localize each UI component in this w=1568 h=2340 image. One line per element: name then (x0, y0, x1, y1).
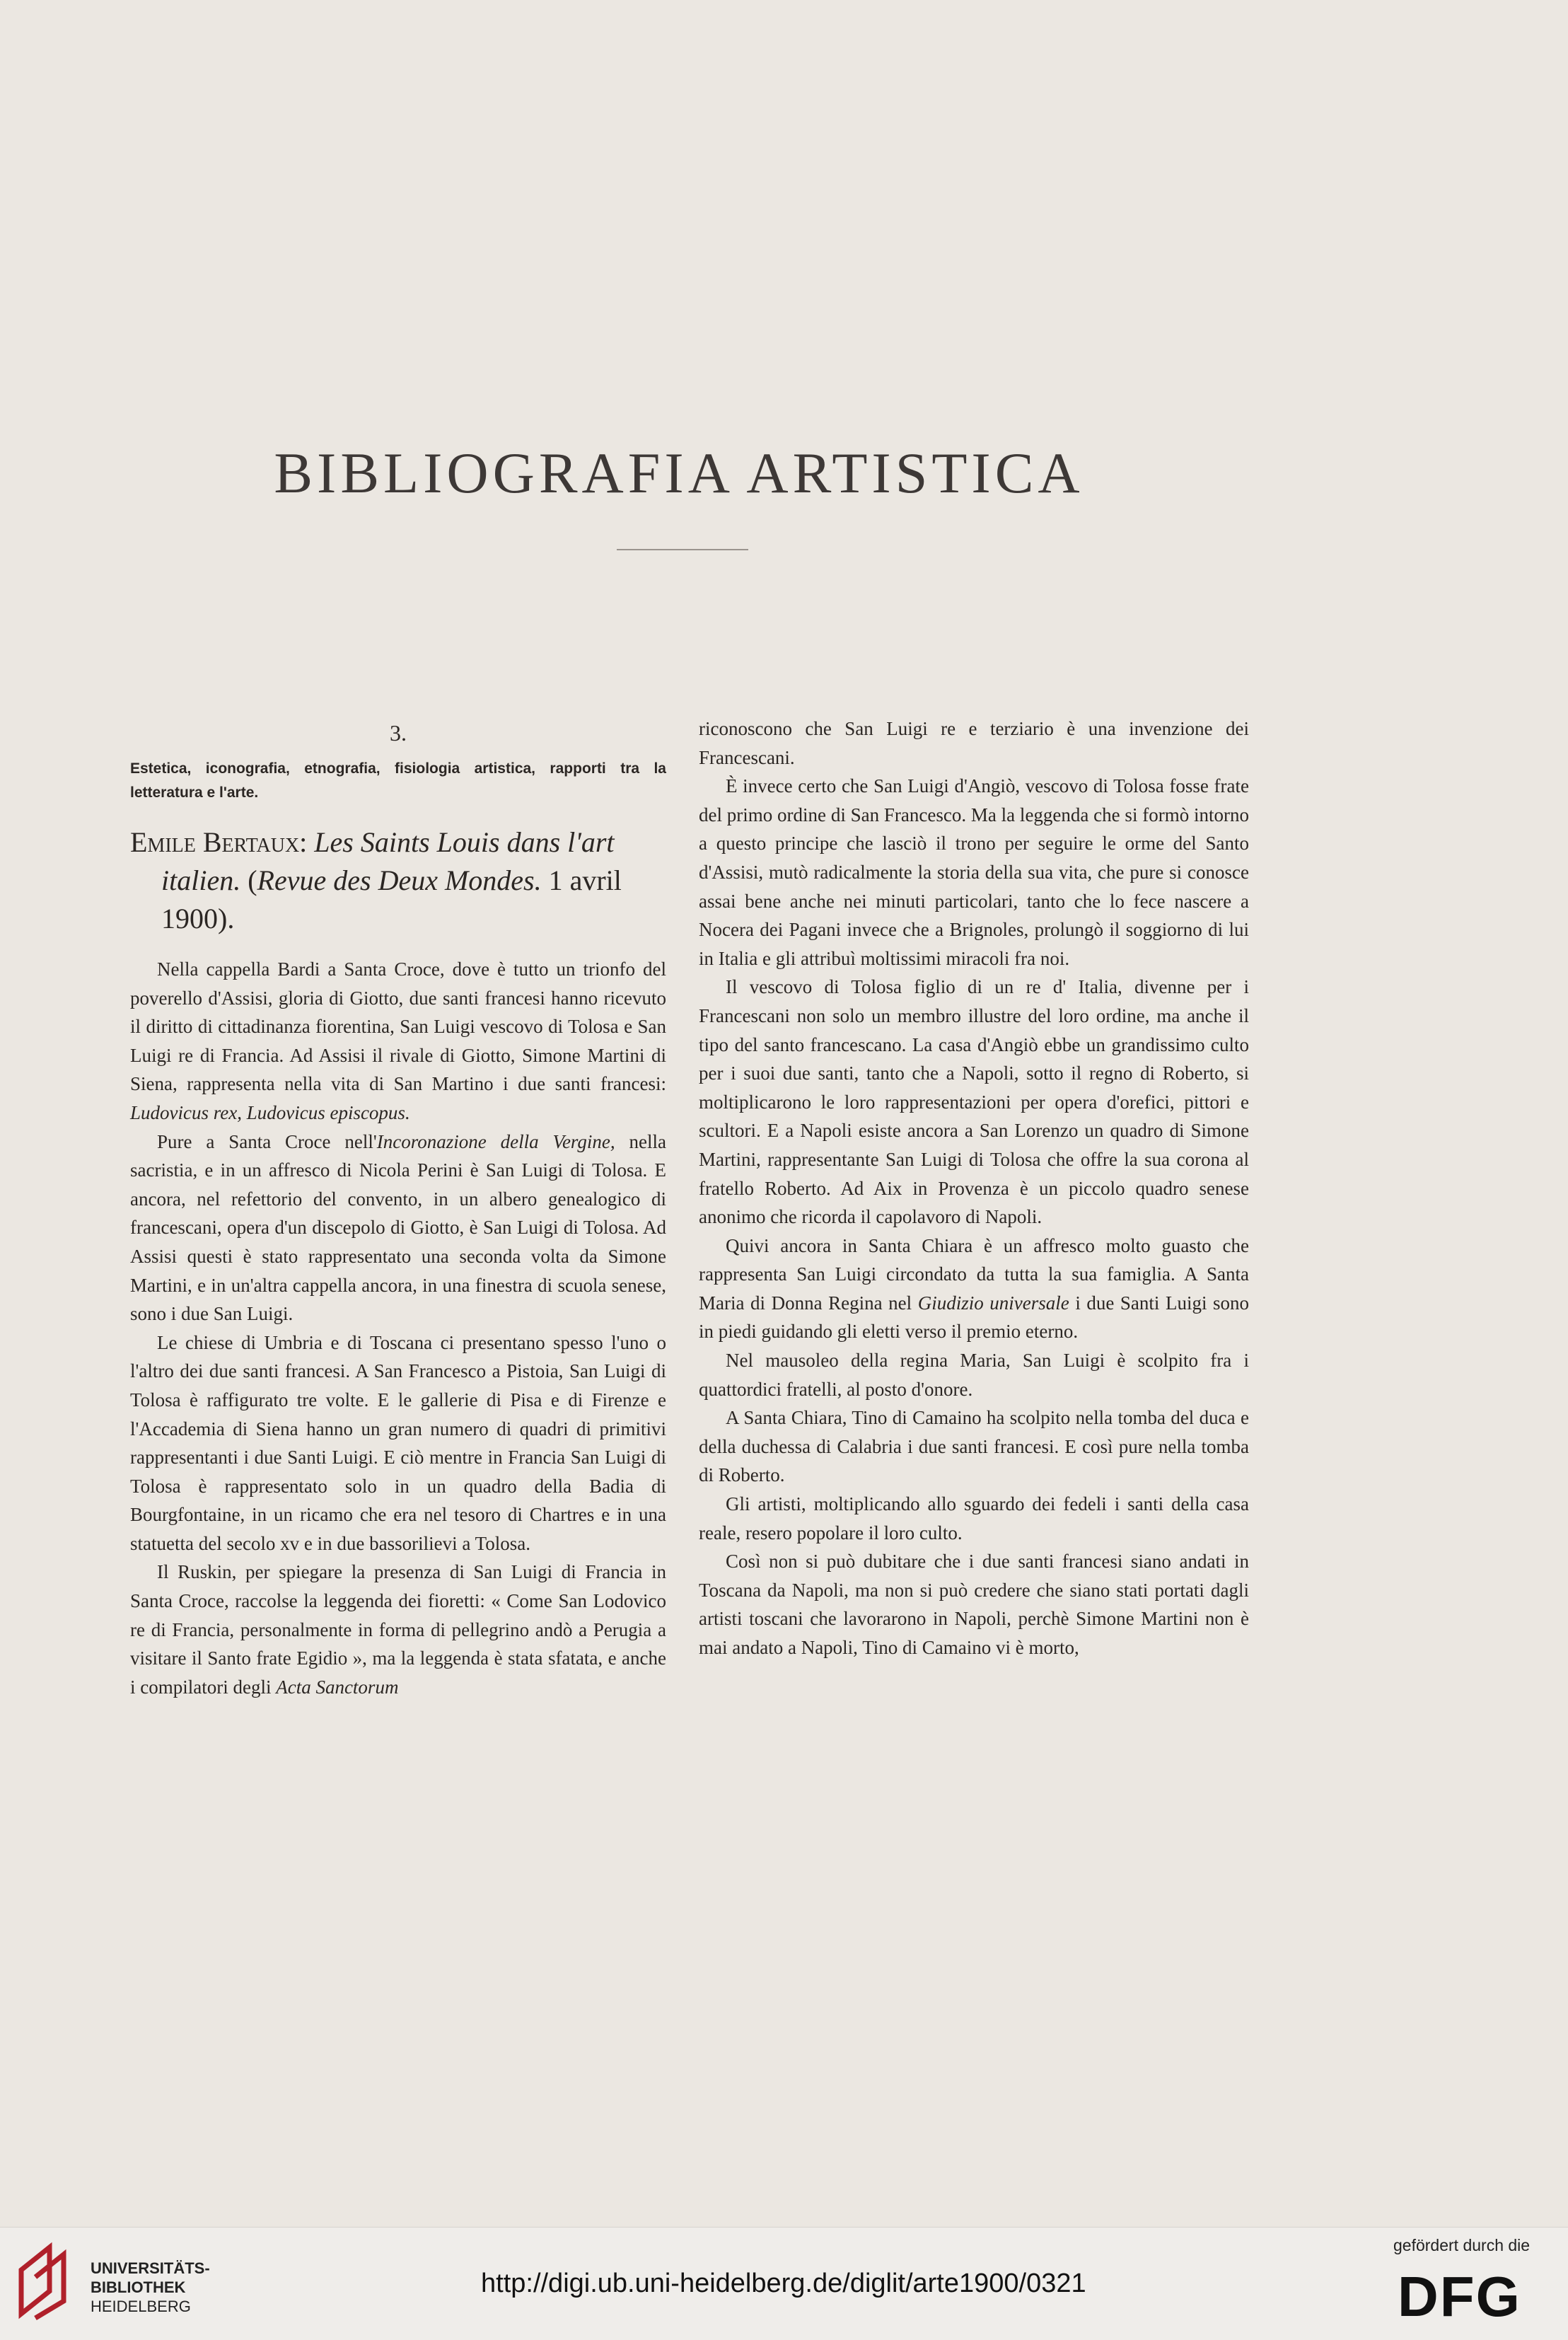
entry-author: Emile Bertaux (130, 826, 300, 858)
viewer-footer (0, 2227, 1568, 2340)
dfg-logo: DFG (1398, 2265, 1521, 2328)
paragraph: A Santa Chiara, Tino di Camaino ha scolpito nella tomba del duca e della duchessa di Calabria i due santi francesi. E così pure nella tomba di Roberto. (699, 1407, 1249, 1486)
entry-title: Les Saints Louis dans l'art italien. (161, 826, 615, 896)
paragraph-text: Quivi ancora in Santa Chiara è un affresco molto guasto che rappresenta San Luigi circondato da tutta la sua famiglia. A Santa Maria di Donna Regina nel (699, 1234, 1249, 1314)
paragraph-text: i due Santi Luigi sono in piedi guidando gli eletti verso il premio eterno. (699, 1292, 1250, 1343)
paragraph: È invece certo che San Luigi d'Angiò, vescovo di Tolosa fosse frate del primo ordine di San Francesco. Ma la leggenda che si formò intorno a questo principe che lasciò il trono per seguire le orme del Santo d'Assisi, mutò radicalmente la storia della sua vita, che pure si conosce assai bene anche nei minuti particolari, tanto che lo fece nascere a Nocera dei Pagani invece che a Brignoles, prolungò il soggiorno di lui in Italia e gli attribuì moltissimi miracoli fra noi. (699, 775, 1249, 969)
funding-label: gefördert durch die (1393, 2236, 1531, 2254)
university-library-logo-icon (14, 2242, 78, 2321)
section-number: 3. (390, 720, 407, 746)
title-divider (617, 549, 748, 550)
page-url-link[interactable]: http://digi.ub.uni-heidelberg.de/diglit/arte1900/0321 (481, 2269, 1086, 2298)
library-name-line: BIBLIOTHEK (91, 2278, 186, 2296)
bibliography-entry: Emile Bertaux: Les Saints Louis dans l'art italien. (Revue des Deux Mondes. 1 avril 1900). (130, 826, 622, 934)
italic-citation: Acta Sanctorum (276, 1676, 399, 1698)
paragraph: Il vescovo di Tolosa figlio di un re d' Italia, divenne per i Francescani non solo un membro illustre del loro ordine, ma anche il tipo del santo francescano. La casa d'Angiò ebbe un grandissimo culto per i suoi due santi, tanto che a Napoli, sotto il regno di Roberto, si moltiplicarono le loro rappresentazioni per opera d'orefici, pittori e scultori. E a Napoli esiste ancora a San Lorenzo un quadro di Simone Martini, rappresentante San Luigi di Tolosa che offre la sua corona al fratello Roberto. Ad Aix in Provenza è un piccolo quadro senese anonimo che ricorda il capolavoro di Napoli. (699, 976, 1249, 1228)
paragraph: Le chiese di Umbria e di Toscana ci presentano spesso l'uno o l'altro dei due santi francesi. A San Francesco a Pistoia, San Luigi di Tolosa è raffigurato tre volte. E le gallerie di Pisa e di Firenze e l'Accademia di Siena hanno un gran numero di quadri di primitivi rappresentanti i due Santi Luigi. E ciò mentre in Francia San Luigi di Tolosa è rappresentato solo in un quadro della Badia di Bourgfontaine, in un ricamo che era nel tesoro di Chartres e in una statuetta del secolo xv e in due bassorilievi a Tolosa. (130, 1331, 666, 1554)
paragraph-text: Pure a Santa Croce nell' (157, 1130, 377, 1152)
paragraph (130, 955, 666, 1128)
paragraph (130, 1128, 666, 1328)
paragraph-text: Nella cappella Bardi a Santa Croce, dove è tutto un trionfo del poverello d'Assisi, gloria di Giotto, due santi francesi hanno ricevuto il diritto di cittadinanza fiorentina, San Luigi vescovo di Tolosa e San Luigi re di Francia. Ad Assisi il rivale di Giotto, Simone Martini di Siena, rappresenta nella vita di San Martino i due santi francesi: (130, 958, 666, 1095)
paragraph-text: Il Ruskin, per spiegare la presenza di San Luigi di Francia in Santa Croce, raccolse la leggenda dei fioretti: « Come San Lodovico re di Francia, personalmente in forma di pellegrino andò a Perugia a visitare il Santo frate Egidio », ma la leggenda è stata sfatata, e anche i compilatori degli (130, 1561, 666, 1698)
left-column (130, 714, 666, 1701)
paragraph: Nel mausoleo della regina Maria, San Luigi è scolpito fra i quattordici fratelli, al posto d'onore. (699, 1350, 1249, 1400)
paragraph: Così non si può dubitare che i due santi francesi siano andati in Toscana da Napoli, ma non si può credere che siano stati portati dagli artisti toscani che lavorarono in Napoli, perchè Simone Martini non è mai andato a Napoli, Tino di Camaino vi è morto, (699, 1551, 1249, 1658)
paragraph-text: nella sacristia, e in un affresco di Nicola Perini è San Luigi di Tolosa. E ancora, nel refettorio del convento, in un albero genealogico di francescani, opera d'un discepolo di Giotto, è San Luigi di Tolosa. Ad Assisi questi è stato rappresentato una seconda volta da Simone Martini, e in un'altra cappella ancora, in una finestra di scuola senese, sono i due San Luigi. (130, 1130, 667, 1325)
library-name-line: HEIDELBERG (91, 2298, 191, 2315)
italic-citation: Ludovicus rex, Ludovicus episcopus. (130, 1101, 410, 1123)
italic-citation: Incoronazione della Vergine, (376, 1130, 615, 1152)
page-title: BIBLIOGRAFIA ARTISTICA (274, 441, 1084, 505)
paragraph (130, 1558, 666, 1701)
paragraph (699, 1232, 1249, 1346)
section-heading: Estetica, iconografia, etnografia, fisiologia artistica, rapporti tra la letteratura e l'arte. (130, 760, 666, 801)
entry-journal: Revue des Deux Mondes. (257, 864, 542, 896)
entry-date: 1 avril 1900). (161, 864, 622, 934)
italic-citation: Giudizio universale (917, 1292, 1069, 1314)
paragraph: riconoscono che San Luigi re e terziario è una invenzione dei Francescani. (699, 718, 1249, 768)
library-name-line: UNIVERSITÄTS- (91, 2259, 210, 2277)
right-column (699, 714, 1249, 1662)
university-library-name (91, 2259, 210, 2316)
paragraph: Gli artisti, moltiplicando allo sguardo dei fedeli i santi della casa reale, resero popolare il loro culto. (699, 1493, 1249, 1543)
